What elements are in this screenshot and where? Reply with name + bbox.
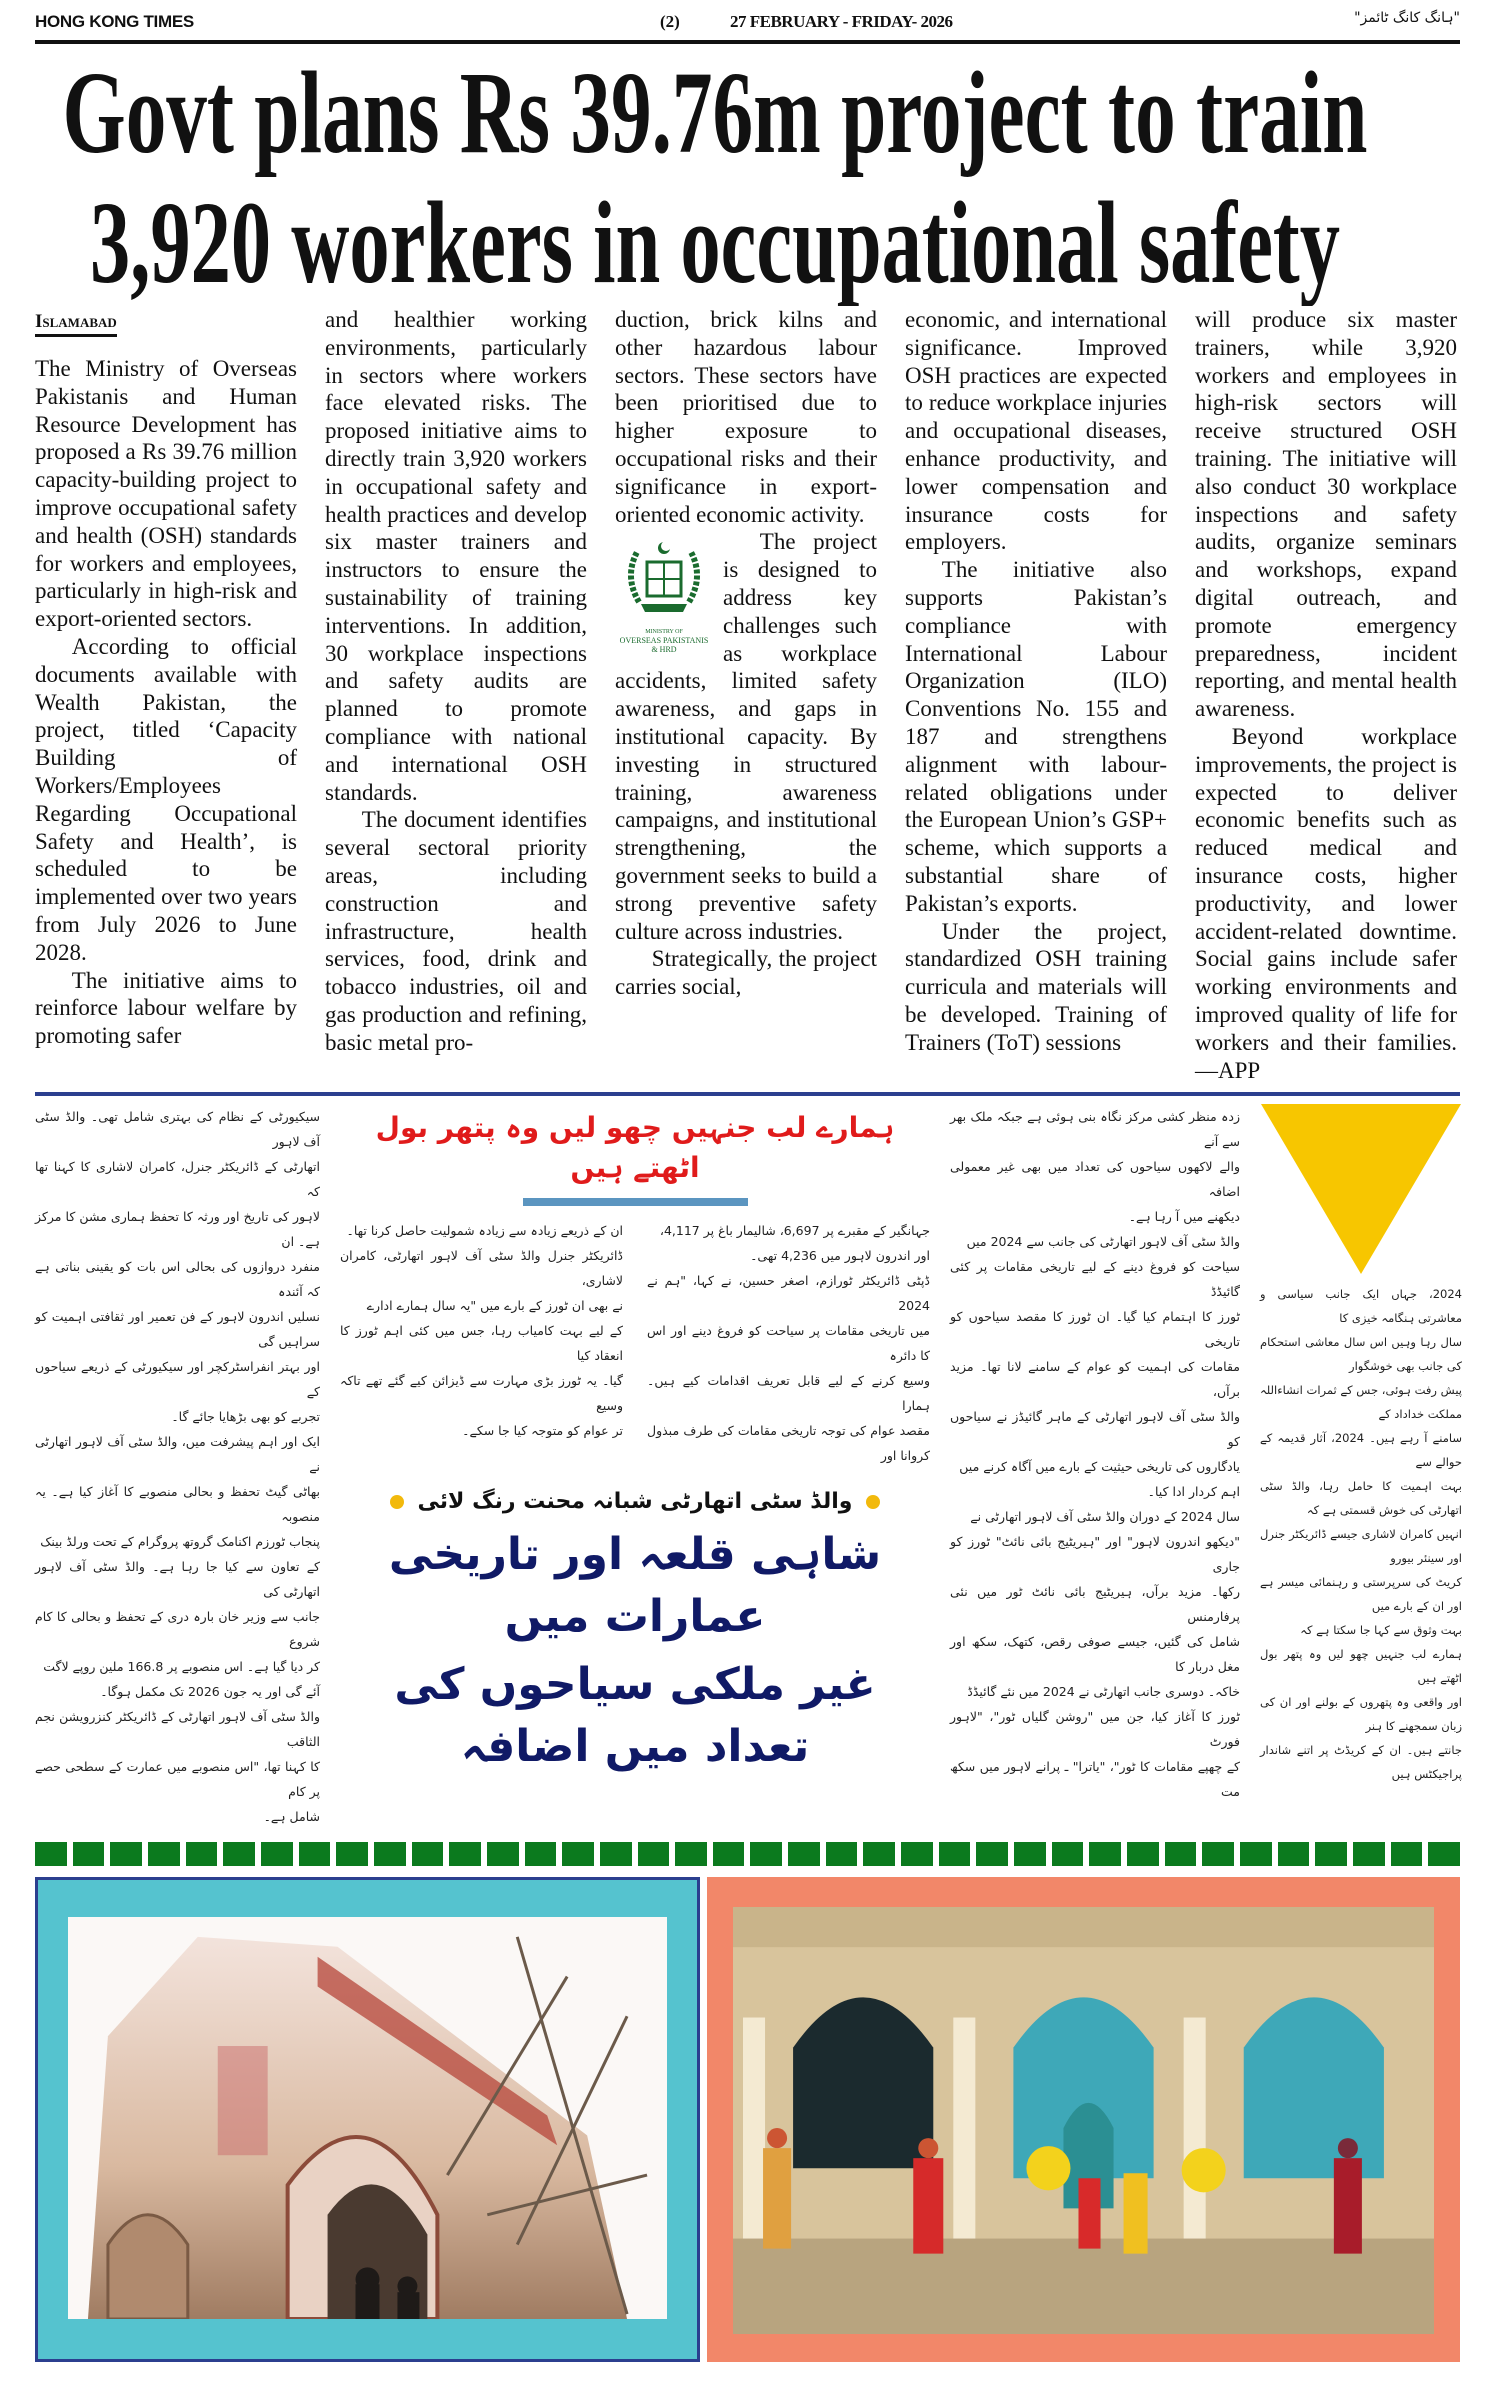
urdu-text-line: نسلیں اندرون لاہور کے فن تعمیر اور ثقافتی اہمیت کو سراہیں گی (35, 1309, 320, 1350)
green-strip-block (713, 1842, 745, 1866)
palace-performance-photo (733, 1907, 1434, 2334)
green-strip-block (1315, 1842, 1347, 1866)
urdu-section (35, 1104, 1463, 1829)
urdu-main-headline-line-2: غیر ملکی سیاحوں کی تعداد میں اضافہ (394, 1659, 876, 1773)
green-strip-block (223, 1842, 255, 1866)
urdu-text-line: زدہ منظر کشی مرکز نگاہ بنی ہوئی ہے جبکہ ملک بھر سے آنے (950, 1109, 1240, 1150)
yellow-triangle-graphic (1261, 1104, 1461, 1274)
green-strip-block (299, 1842, 331, 1866)
urdu-text-line: منفرد دروازوں کی بحالی اس بات کو یقینی بناتی ہے کہ آئندہ (35, 1259, 320, 1300)
urdu-text-line: کا کہنا تھا، "اس منصوبے میں عمارت کے سطحی حصے پر کام (35, 1759, 320, 1800)
article-column-4 (905, 306, 1167, 1057)
urdu-column-right (1260, 1282, 1462, 1786)
green-strip-block (600, 1842, 632, 1866)
urdu-text-line: کے لیے بہت کامیاب رہا، جس میں کئی اہم ٹورز کا انعقاد کیا (340, 1323, 623, 1364)
urdu-text-line: تر عوام کو متوجہ کیا جا سکے۔ (462, 1423, 623, 1439)
article-column-2 (325, 306, 587, 1057)
article-column-1 (35, 306, 297, 1050)
urdu-text-line: کریٹ کی سرپرستی و رہنمائی میسر ہے اور ان کے بارے میں (1260, 1575, 1462, 1614)
headline-underline (523, 1198, 748, 1206)
green-strip-block (1391, 1842, 1423, 1866)
green-strip-block (1052, 1842, 1084, 1866)
urdu-right-block (1260, 1104, 1462, 1786)
article-column-3 (615, 306, 877, 1001)
urdu-text-line: ان کے ذریعے زیادہ سے زیادہ شمولیت حاصل کرنا تھا۔ (346, 1223, 623, 1239)
urdu-text-line: اور اندرون لاہور میں 4,236 تھی۔ (750, 1248, 930, 1264)
urdu-text-line: والے لاکھوں سیاحوں کی تعداد میں بھی غیر معمولی اضافہ (950, 1159, 1240, 1200)
green-strip-block (1278, 1842, 1310, 1866)
urdu-text-line: سال رہا وہیں اس سال معاشی استحکام کی جانب بھی خوشگوار (1260, 1335, 1462, 1374)
paragraph: and healthier working environments, particularly in sectors where workers face elevated risks. The proposed initiative aims to directly train 3,920 workers in occupational safety and health practices and develop six master trainers and instructors to ensure the sustainability of training interventions. In addition, 30 workplace inspections and safety audits are planned to promote compliance with national and international OSH standards. (325, 307, 587, 805)
logo-caption-sub: & HRD (651, 645, 677, 655)
urdu-red-headline: ہمارے لب جنہیں چھو لیں وہ پتھر بول اٹھتے ہیں (375, 1111, 895, 1185)
green-strip-block (1428, 1842, 1460, 1866)
paragraph: Strategically, the project carries social, (615, 946, 877, 1000)
green-strip-block (976, 1842, 1008, 1866)
paragraph: will produce six master trainers, while 3,920 workers and employees in high-risk sectors will receive structured OSH training. The initiative will also conduct 30 workplace inspections and safety audits, organize seminars and workshops, expand digital outreach, and promote emergency preparedness, incident reporting, and mental health awareness. (1195, 307, 1457, 722)
bullet-dot-icon (390, 1495, 404, 1509)
green-strip-block (1202, 1842, 1234, 1866)
bullet-dot-icon (866, 1495, 880, 1509)
page-number: (2) (660, 12, 680, 31)
green-strip-block (35, 1842, 67, 1866)
urdu-text-line: انہیں کامران لاشاری جیسے ڈائریکٹر جنرل اور سینئر بیورو (1260, 1527, 1462, 1566)
green-strip-block (1353, 1842, 1385, 1866)
urdu-text-line: جہانگیر کے مقبرے پر 6,697، شالیمار باغ پر 4,117، (659, 1223, 930, 1239)
green-strip-block (750, 1842, 782, 1866)
green-strip-block (863, 1842, 895, 1866)
green-strip-block (73, 1842, 105, 1866)
urdu-text-line: اہم کردار ادا کیا۔ (1147, 1484, 1240, 1500)
urdu-text-line: 2024، جہاں ایک جانب سیاسی و معاشرتی ہنگامہ خیزی کا (1260, 1287, 1462, 1326)
subheadline-text: والڈ سٹی اتھارٹی شبانہ محنت رنگ لائی (417, 1489, 853, 1515)
dateline: Islamabad (35, 311, 117, 337)
paragraph: Under the project, standardized OSH training curricula and materials will be developed. Training of Trainers (ToT) sessions (905, 918, 1167, 1055)
logo-caption-small: MINISTRY OF (645, 629, 683, 636)
urdu-text-line: پنجاب ٹورزم اکنامک گروتھ پروگرام کے تحت ورلڈ بینک (40, 1534, 320, 1550)
urdu-center-right-column (647, 1218, 930, 1468)
urdu-text-line: گیا۔ یہ ٹورز بڑی مہارت سے ڈیزائن کیے گئے تھے تاکہ وسیع (340, 1373, 623, 1414)
urdu-text-line: "دیکھو اندرون لاہور" اور "ہیریٹیج بائی نائٹ" ٹورز کو جاری (950, 1534, 1240, 1575)
masthead (35, 0, 1460, 40)
photo-frame-palace (707, 1877, 1460, 2362)
green-strip-block (148, 1842, 180, 1866)
urdu-text-line: سال 2024 کے دوران والڈ سٹی آف لاہور اتھارٹی نے (970, 1509, 1240, 1525)
paragraph: The initiative also supports Pakistan’s compliance with International Labour Organization (ILO) Conventions No. 155 and 187 and strengthens alignment with labour-related obligations under the European Union’s GSP+ scheme, which supports a substantial share of Pakistan’s exports. (905, 557, 1167, 916)
paragraph: economic, and international significance. Improved OSH practices are expected to reduce workplace injuries and occupational diseases, enhance productivity, and lower compensation and insurance costs for employers. (905, 307, 1167, 555)
urdu-text-line: یادگاروں کی تاریخی حیثیت کے بارے میں آگاہ کرنے میں (959, 1459, 1240, 1475)
headline-line-2: 3,920 workers in occupational safety (90, 177, 1340, 306)
headline-line-1: Govt plans Rs 39.76m project to train (62, 47, 1368, 178)
urdu-text-line: نے بھی ان ٹورز کے بارے میں "یہ سال ہمارے ادارے (366, 1298, 623, 1314)
green-strip-block (336, 1842, 368, 1866)
urdu-text-line: تجربے کو بھی بڑھایا جائے گا۔ (171, 1409, 320, 1425)
green-strip-block (374, 1842, 406, 1866)
green-strip-block (788, 1842, 820, 1866)
green-strip-block (261, 1842, 293, 1866)
urdu-subheadline (340, 1486, 930, 1518)
green-strip-block (186, 1842, 218, 1866)
urdu-text-line: ایک اور اہم پیشرفت میں، والڈ سٹی آف لاہور اتھارٹی نے (35, 1434, 320, 1475)
green-strip-block (110, 1842, 142, 1866)
urdu-text-line: جانب سے وزیر خان بارہ دری کے تحفظ و بحالی کا کام شروع (35, 1609, 320, 1650)
green-strip-block (638, 1842, 670, 1866)
logo-caption: OVERSEAS PAKISTANIS (619, 636, 709, 646)
urdu-text-line: رکھا۔ مزید برآں، ہیریٹیج بائی نائٹ ٹور میں نئی پرفارمنس (950, 1584, 1240, 1625)
urdu-text-line: کے چھپے مقامات کا ٹور"، "یاترا" ـ پرانے لاہور میں سکھ مت (950, 1759, 1240, 1800)
urdu-text-line: والڈ سٹی آف لاہور اتھارٹی کے ڈائریکٹر کنزرویشن نجم الثاقب (35, 1709, 320, 1750)
green-strip-block (675, 1842, 707, 1866)
urdu-text-line: ڈائریکٹر جنرل والڈ سٹی آف لاہور اتھارٹی، کامران لاشاری، (340, 1248, 623, 1289)
pakistan-emblem-icon (619, 532, 709, 622)
green-strip-block (826, 1842, 858, 1866)
photo-frame-gate (35, 1877, 700, 2362)
green-strip-block (1165, 1842, 1197, 1866)
urdu-text-line: سامنے آ رہے ہیں۔ 2024، آثار قدیمہ کے حوالے سے (1260, 1431, 1463, 1470)
urdu-text-line: پیش رفت ہوئی، جس کے ثمرات انشاءاللہ مملکت خداداد کے (1260, 1383, 1462, 1422)
urdu-text-line: خاکہ۔ دوسری جانب اتھارٹی نے 2024 میں نئے گائیڈڈ (967, 1684, 1240, 1700)
green-strip-block (562, 1842, 594, 1866)
paragraph: The Ministry of Overseas Pakistanis and Human Resource Development has proposed a Rs 39.76 million capacity-building project to improve occupational safety and health (OSH) standards for workers and employees, particularly in high-risk and export-oriented sectors. (35, 356, 297, 632)
urdu-center-columns (340, 1218, 930, 1468)
paragraph: The document identifies several sectoral priority areas, including construction and infrastructure, health services, food, drink and tobacco industries, oil and gas production and refining, basic metal pro- (325, 807, 587, 1055)
urdu-text-line: والڈ سٹی آف لاہور اتھارٹی کے ماہر گائیڈز نے سیاحوں کو (950, 1409, 1240, 1450)
paragraph: The initiative aims to reinforce labour welfare by promoting safer (35, 967, 297, 1049)
urdu-text-line: بہت وثوق سے کہا جا سکتا ہے کہ (1300, 1623, 1462, 1638)
photo-row (35, 1877, 1460, 2362)
paragraph: duction, brick kilns and other hazardous labour sectors. These sectors have been prioritised due to higher exposure to occupational risks and their significance in export-oriented economic activity. (615, 307, 877, 527)
urdu-text-line: وسیع کرنے کے لیے قابل تعریف اقدامات کیے ہیں۔ ہمارا (647, 1373, 930, 1414)
urdu-center-block (340, 1104, 930, 1778)
urdu-text-line: ٹورز کا آغاز کیا، جن میں "روشن گلیاں ٹور"، "لاہور فورٹ (950, 1709, 1240, 1750)
urdu-text-line: اور واقعی وہ پتھروں کے بولنے اور ان کی زبان سمجھنے کا ہنر (1260, 1695, 1462, 1734)
paragraph: The project is designed to address key challenges such as workplace accidents, limited safety awareness, and gaps in institutional capacity. By investing in structured training, awareness campaigns, and institutional strengthening, the government seeks to build a strong preventive safety culture across industries. (615, 529, 877, 944)
urdu-text-line: دیکھنے میں آ رہا ہے۔ (1128, 1209, 1240, 1225)
green-strip-block (525, 1842, 557, 1866)
urdu-text-line: سیکیورٹی کے نظام کی بہتری شامل تھی۔ والڈ سٹی آف لاہور (35, 1109, 320, 1150)
article-column-5 (1195, 306, 1457, 1084)
headline (35, 44, 1460, 306)
urdu-text-line: اتھارٹی کے ڈائریکٹر جنرل، کامران لاشاری کا کہنا تھا کہ (35, 1159, 320, 1200)
section-divider (35, 1092, 1460, 1096)
historic-gate-photo (68, 1917, 667, 2319)
urdu-text-line: والڈ سٹی آف لاہور اتھارٹی کی جانب سے 2024 میں (966, 1234, 1240, 1250)
urdu-text-line: کر دیا گیا ہے۔ اس منصوبے پر 166.8 ملین روپے لاگت (43, 1659, 320, 1675)
urdu-column-third (950, 1104, 1240, 1804)
urdu-text-line: کے تعاون سے کیا جا رہا ہے۔ والڈ سٹی آف لاہور اتھارٹی کی (35, 1559, 320, 1600)
green-strip-block (487, 1842, 519, 1866)
urdu-text-line: میں تاریخی مقامات پر سیاحت کو فروغ دینے اور اس کا دائرہ (647, 1323, 930, 1364)
urdu-text-line: مقامات کی اہمیت کو عوام کے سامنے لانا تھا۔ مزید برآں، (950, 1359, 1240, 1400)
urdu-center-left-column (340, 1218, 623, 1468)
urdu-text-line: شامل ہے۔ (263, 1809, 320, 1825)
green-strip-block (939, 1842, 971, 1866)
urdu-text-line: سیاحت کو فروغ دینے کے لیے تاریخی مقامات پر کئی گائیڈڈ (950, 1259, 1240, 1300)
urdu-main-headline-line-1: شاہی قلعہ اور تاریخی عمارات میں (388, 1529, 882, 1643)
green-strip-block (1014, 1842, 1046, 1866)
issue-date: 27 FEBRUARY - FRIDAY- 2026 (730, 12, 953, 31)
urdu-text-line: ڈپٹی ڈائریکٹر ٹورازم، اصغر حسین، نے کہا، "ہم نے 2024 (647, 1273, 930, 1314)
urdu-column-left (35, 1104, 320, 1829)
urdu-text-line: جانتے ہیں۔ ان کے کریڈٹ پر اتنے شاندار پراجیکٹس ہیں (1260, 1743, 1462, 1782)
article-body (35, 306, 1460, 1084)
paragraph: According to official documents available with Wealth Pakistan, the project, titled ‘Capacity Building of Workers/Employees Regarding Occupational Safety and Health’, is scheduled to be implemented over two years from July 2026 to June 2028. (35, 633, 297, 965)
green-strip-block (1127, 1842, 1159, 1866)
green-decorative-strip (35, 1839, 1460, 1869)
green-strip-block (1240, 1842, 1272, 1866)
urdu-text-line: ہمارے لب جنہیں چھو لیں وہ پتھر بول اٹھتے ہیں (1260, 1647, 1462, 1686)
green-strip-block (901, 1842, 933, 1866)
urdu-text-line: بھاٹی گیٹ تحفظ و بحالی منصوبے کا آغاز کیا ہے۔ یہ منصوبہ (35, 1484, 320, 1525)
urdu-text-line: بہت اہمیت کا حامل رہا، والڈ سٹی اتھارٹی کی خوش قسمتی ہے کہ (1260, 1479, 1462, 1518)
urdu-text-line: آئے گی اور یہ جون 2026 تک مکمل ہوگا۔ (100, 1684, 320, 1700)
green-strip-block (1089, 1842, 1121, 1866)
ministry-logo (615, 532, 713, 654)
urdu-text-line: اور بہتر انفراسٹرکچر اور سیکیورٹی کے ذریعے سیاحوں کے (35, 1359, 320, 1400)
urdu-text-line: مقصد عوام کی توجہ تاریخی مقامات کی طرف مبذول کروانا اور (647, 1423, 930, 1464)
urdu-text-line: ٹورز کا اہتمام کیا گیا۔ ان ٹورز کا مقصد سیاحوں کو تاریخی (950, 1309, 1240, 1350)
urdu-text-line: شامل کی گئیں، جیسے صوفی رقص، کتھک، سکھ اور مغل دربار کا (950, 1634, 1240, 1675)
paragraph: Beyond workplace improvements, the project is expected to deliver economic benefits such as reduced medical and insurance costs, higher productivity, and lower accident-related downtime. Social gains include safer working environments and improved quality of life for workers and their families.—APP (1195, 723, 1457, 1083)
green-strip-block (449, 1842, 481, 1866)
newspaper-name-urdu: "ہانگ کانگ ٹائمز" (1354, 10, 1460, 26)
urdu-text-line: لاہور کی تاریخ اور ورثہ کا تحفظ ہماری مشن کا مرکز ہے۔ ان (35, 1209, 320, 1250)
green-strip-block (412, 1842, 444, 1866)
newspaper-name: HONG KONG TIMES (35, 12, 194, 31)
